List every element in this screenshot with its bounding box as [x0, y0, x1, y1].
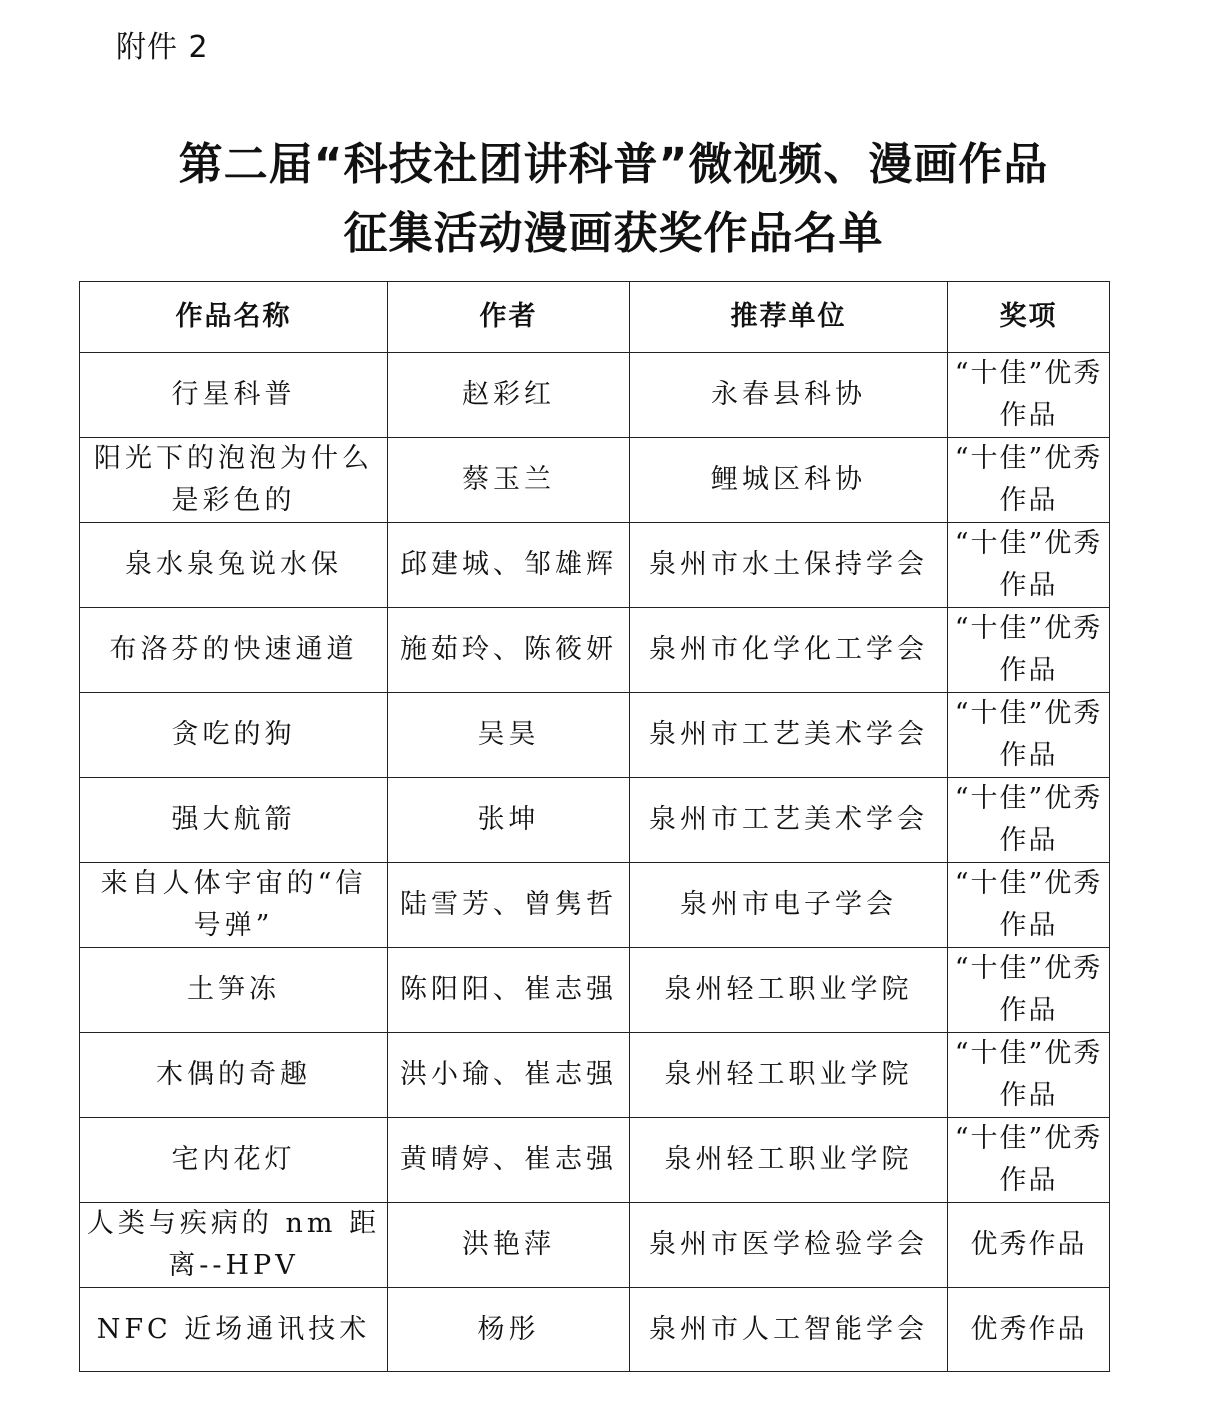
cell-recommending-unit: 泉州市医学检验学会	[630, 1203, 948, 1288]
table-row	[80, 1033, 1110, 1118]
awards-table	[79, 281, 1110, 1372]
cell-work-name: 宅内花灯	[80, 1118, 388, 1203]
page-title-line-1: 第二届“科技社团讲科普”微视频、漫画作品	[178, 139, 1049, 190]
cell-author: 吴昊	[388, 693, 630, 778]
table-row	[80, 863, 1110, 948]
cell-award: “十佳”优秀作品	[948, 1033, 1110, 1118]
cell-recommending-unit: 鲤城区科协	[630, 438, 948, 523]
cell-recommending-unit: 泉州轻工职业学院	[630, 1033, 948, 1118]
cell-recommending-unit: 泉州市化学化工学会	[630, 608, 948, 693]
cell-author: 杨彤	[388, 1288, 630, 1372]
cell-work-name: 强大航箭	[80, 778, 388, 863]
cell-author: 黄晴婷、崔志强	[388, 1118, 630, 1203]
cell-work-name: 贪吃的狗	[80, 693, 388, 778]
attachment-label: 附件 2	[116, 30, 209, 65]
cell-award: 优秀作品	[948, 1288, 1110, 1372]
cell-award: “十佳”优秀作品	[948, 778, 1110, 863]
header-author: 作者	[388, 282, 630, 353]
cell-award: “十佳”优秀作品	[948, 523, 1110, 608]
cell-award: “十佳”优秀作品	[948, 863, 1110, 948]
cell-recommending-unit: 泉州市工艺美术学会	[630, 693, 948, 778]
cell-work-name: 布洛芬的快速通道	[80, 608, 388, 693]
header-recommending-unit: 推荐单位	[630, 282, 948, 353]
cell-work-name: 人类与疾病的 nm 距离--HPV	[80, 1203, 388, 1288]
cell-work-name: 泉水泉兔说水保	[80, 523, 388, 608]
cell-author: 陈阳阳、崔志强	[388, 948, 630, 1033]
cell-author: 洪小瑜、崔志强	[388, 1033, 630, 1118]
cell-work-name: 行星科普	[80, 353, 388, 438]
table-header-row	[80, 282, 1110, 353]
page-title-line-2: 征集活动漫画获奖作品名单	[343, 208, 884, 259]
cell-recommending-unit: 泉州市工艺美术学会	[630, 778, 948, 863]
table-row	[80, 1288, 1110, 1372]
table-row	[80, 353, 1110, 438]
cell-author: 邱建城、邹雄辉	[388, 523, 630, 608]
cell-recommending-unit: 泉州市电子学会	[630, 863, 948, 948]
cell-award: “十佳”优秀作品	[948, 608, 1110, 693]
cell-recommending-unit: 泉州市人工智能学会	[630, 1288, 948, 1372]
cell-recommending-unit: 泉州市水土保持学会	[630, 523, 948, 608]
table-row	[80, 608, 1110, 693]
header-work-name: 作品名称	[80, 282, 388, 353]
cell-award: 优秀作品	[948, 1203, 1110, 1288]
cell-award: “十佳”优秀作品	[948, 438, 1110, 523]
cell-author: 张坤	[388, 778, 630, 863]
table-row	[80, 1203, 1110, 1288]
cell-author: 蔡玉兰	[388, 438, 630, 523]
table-row	[80, 438, 1110, 523]
cell-recommending-unit: 泉州轻工职业学院	[630, 1118, 948, 1203]
cell-work-name: 阳光下的泡泡为什么是彩色的	[80, 438, 388, 523]
table-row	[80, 948, 1110, 1033]
table-row	[80, 693, 1110, 778]
cell-award: “十佳”优秀作品	[948, 353, 1110, 438]
cell-author: 洪艳萍	[388, 1203, 630, 1288]
cell-work-name: 土笋冻	[80, 948, 388, 1033]
cell-author: 陆雪芳、曾隽哲	[388, 863, 630, 948]
cell-recommending-unit: 泉州轻工职业学院	[630, 948, 948, 1033]
cell-author: 赵彩红	[388, 353, 630, 438]
table-row	[80, 1118, 1110, 1203]
cell-work-name: 木偶的奇趣	[80, 1033, 388, 1118]
cell-author: 施茹玲、陈筱妍	[388, 608, 630, 693]
table-row	[80, 778, 1110, 863]
cell-award: “十佳”优秀作品	[948, 1118, 1110, 1203]
table-row	[80, 523, 1110, 608]
cell-award: “十佳”优秀作品	[948, 693, 1110, 778]
cell-recommending-unit: 永春县科协	[630, 353, 948, 438]
cell-work-name: NFC 近场通讯技术	[80, 1288, 388, 1372]
header-award: 奖项	[948, 282, 1110, 353]
cell-award: “十佳”优秀作品	[948, 948, 1110, 1033]
cell-work-name: 来自人体宇宙的“信号弹”	[80, 863, 388, 948]
